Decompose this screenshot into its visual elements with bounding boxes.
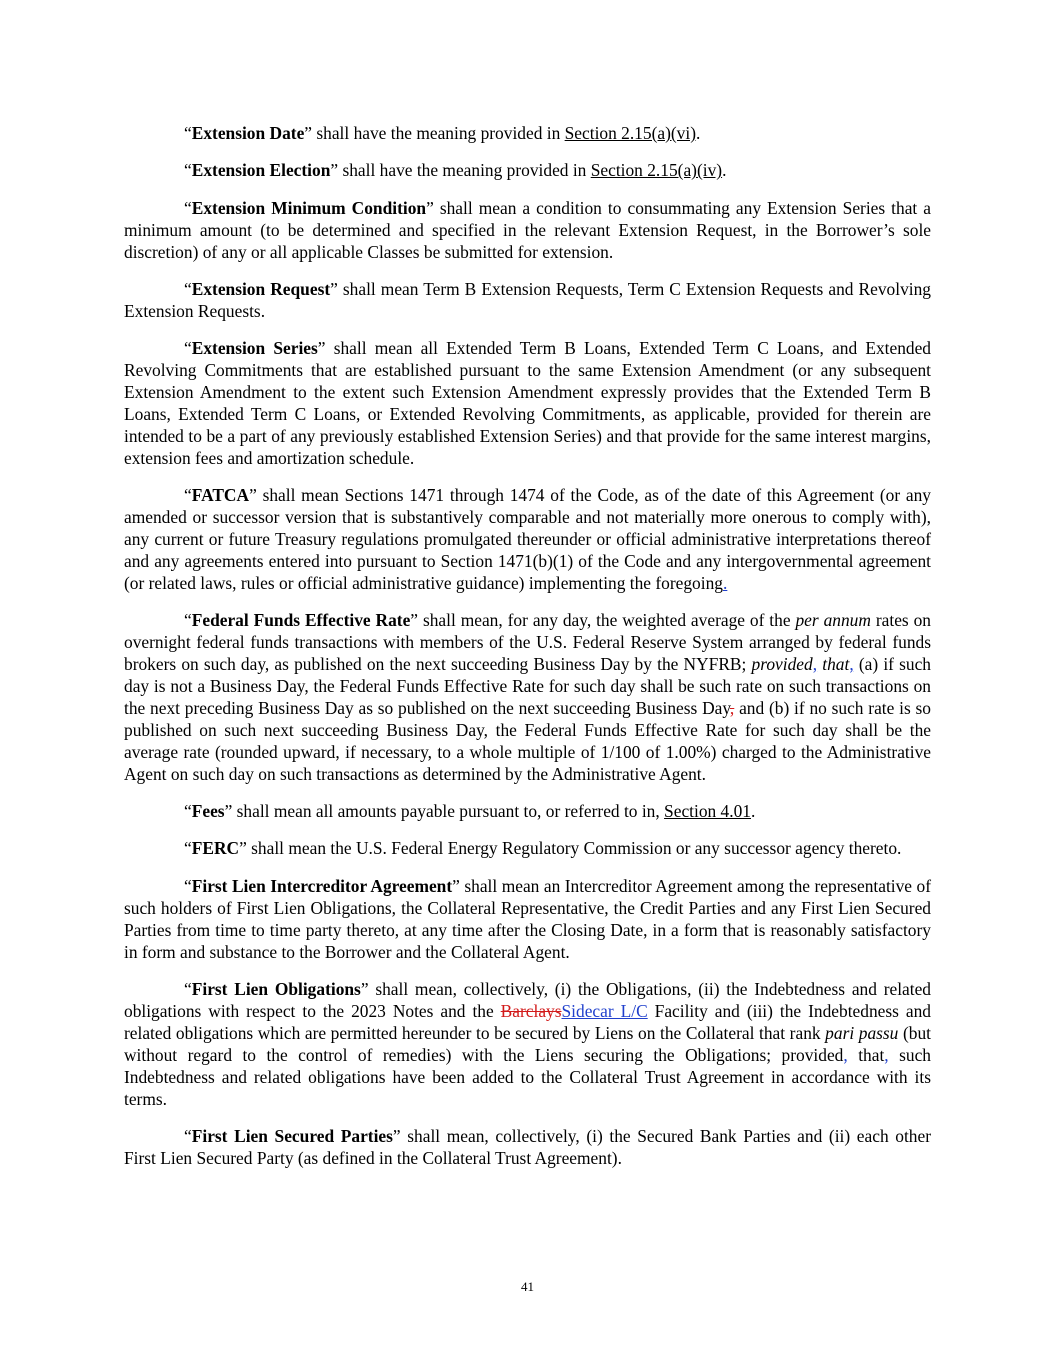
deleted-text: Barclays bbox=[500, 1000, 562, 1021]
open-quote: “ bbox=[184, 801, 192, 822]
definition-text: rates on overnight federal funds transactions with members of the U.S. Federal Reserve System arranged by federal funds brokers on such day, as published on the next succeeding Business Day by the NYFRB; bbox=[124, 610, 931, 675]
punctuation: . bbox=[722, 160, 727, 181]
inserted-text: , bbox=[812, 654, 818, 675]
definition-extension-request bbox=[124, 279, 931, 323]
italic-text: per annum bbox=[795, 610, 871, 631]
section-reference[interactable]: Section 2.15(a)(vi) bbox=[564, 123, 696, 143]
definition-text: shall mean, collectively, (i) the Secured Bank Parties and (ii) each other First Lien Secured Party (as defined in the Collateral Trust Agreement). bbox=[124, 1125, 932, 1168]
defined-term: FERC bbox=[191, 838, 240, 859]
definition-fees bbox=[124, 801, 931, 823]
definition-text: shall mean, for any day, the weighted average of the bbox=[418, 610, 796, 631]
close-quote: ” bbox=[224, 801, 233, 822]
open-quote: “ bbox=[184, 160, 192, 181]
open-quote: “ bbox=[184, 838, 192, 859]
definition-text: shall mean, collectively, (i) the Obligations, (ii) the Indebtedness and related obligations with respect to the 2023 Notes and the bbox=[124, 979, 931, 1021]
close-quote: ” bbox=[330, 279, 338, 300]
definition-text: shall mean the U.S. Federal Energy Regulatory Commission or any successor agency thereto. bbox=[246, 838, 902, 859]
definition-text: shall mean Sections 1471 through 1474 of the Code, as of the date of this Agreement (or any amended or successor version that is substantively comparable and not materially more onerous to comply with), any current or future Treasury regulations promulgated thereunder or official administrative interpretations thereof and any agreements entered into pursuant to Section 1471(b)(1) of the Code and any intergovernmental agreement (or related laws, rules or official administrative guidance) implementing the foregoing bbox=[124, 485, 931, 593]
definition-text: shall mean an Intercreditor Agreement among the representative of such holders of First Lien Obligations, the Collateral Representative, the Credit Parties and any First Lien Secured Parties from time to time party thereto, at any time after the Closing Date, in a form that is reasonably satisfactory in form and substance to the Borrower and the Collateral Agent. bbox=[124, 875, 931, 962]
inserted-text: , bbox=[849, 654, 854, 675]
open-quote: “ bbox=[184, 338, 192, 359]
punctuation: . bbox=[751, 801, 756, 822]
definition-federal-funds-effective-rate bbox=[124, 610, 931, 785]
defined-term: Federal Funds Effective Rate bbox=[191, 610, 411, 631]
inserted-text: . bbox=[722, 572, 728, 593]
definition-text: shall mean a condition to consummating any Extension Series that a minimum amount (to be determined and specified in the relevant Extension Request, in the Borrower’s sole discretion) of any or all applicable Classes be submitted for extension. bbox=[124, 197, 932, 262]
defined-term: FATCA bbox=[191, 485, 250, 506]
definition-first-lien-secured-parties bbox=[124, 1126, 931, 1170]
close-quote: ” bbox=[317, 338, 326, 359]
close-quote: ” bbox=[452, 875, 460, 896]
definition-text: (a) if such day is not a Business Day, the Federal Funds Effective Rate for such day shall be such rate on such transactions on the next preceding Business Day as so published on the next succeeding Business Day bbox=[124, 654, 931, 718]
definition-extension-election bbox=[124, 160, 931, 182]
definition-extension-minimum-condition bbox=[124, 198, 931, 264]
definition-first-lien-obligations bbox=[124, 979, 931, 1110]
definition-fatca bbox=[124, 485, 931, 595]
italic-text: provided bbox=[751, 654, 813, 675]
defined-term: Fees bbox=[191, 801, 225, 822]
close-quote: ” bbox=[239, 838, 247, 859]
close-quote: ” bbox=[304, 123, 313, 143]
defined-term: Extension Minimum Condition bbox=[191, 197, 427, 218]
defined-term: First Lien Intercreditor Agreement bbox=[191, 875, 453, 896]
defined-term: Extension Election bbox=[191, 160, 331, 181]
inserted-text: , bbox=[884, 1044, 889, 1065]
open-quote: “ bbox=[184, 610, 192, 631]
document-page bbox=[124, 123, 931, 1185]
close-quote: ” bbox=[392, 1125, 401, 1146]
inserted-text: , bbox=[843, 1044, 848, 1065]
section-reference[interactable]: Section 2.15(a)(iv) bbox=[590, 160, 723, 181]
defined-term: Extension Request bbox=[191, 279, 331, 300]
definition-extension-date bbox=[124, 123, 931, 145]
italic-text: that bbox=[822, 654, 850, 675]
open-quote: “ bbox=[184, 979, 192, 999]
close-quote: ” bbox=[426, 197, 434, 218]
open-quote: “ bbox=[184, 123, 192, 143]
definition-extension-series bbox=[124, 338, 931, 469]
open-quote: “ bbox=[184, 279, 192, 300]
close-quote: ” bbox=[330, 160, 339, 181]
defined-term: First Lien Obligations bbox=[191, 979, 361, 999]
definition-text: shall have the meaning provided in bbox=[312, 123, 565, 143]
definition-text: Facility and (iii) the Indebtedness and related obligations which are permitted hereunder to be secured by Liens on the Collateral that rank bbox=[124, 1000, 931, 1043]
defined-term: First Lien Secured Parties bbox=[191, 1125, 393, 1146]
definition-text: that bbox=[847, 1044, 885, 1065]
close-quote: ” bbox=[249, 485, 257, 506]
italic-text: pari passu bbox=[825, 1022, 899, 1043]
defined-term: Extension Date bbox=[191, 123, 305, 143]
open-quote: “ bbox=[184, 485, 192, 506]
definition-ferc bbox=[124, 838, 931, 860]
definition-text: and (b) if no such rate is so published on such next succeeding Business Day, the Federal Funds Effective Rate for such day shall be the average rate (rounded upward, if necessary, to a whole multiple of 1/100 of 1.00%) charged to the Administrative Agent on such day on such transactions as determined by the Administrative Agent. bbox=[124, 697, 931, 784]
definition-text: shall mean Term B Extension Requests, Term C Extension Requests and Revolving Extension Requests. bbox=[124, 279, 931, 321]
definition-text: shall mean all amounts payable pursuant to, or referred to in, bbox=[232, 801, 665, 822]
inserted-text: Sidecar L/C bbox=[561, 1000, 648, 1021]
close-quote: ” bbox=[360, 979, 369, 999]
punctuation: . bbox=[695, 123, 701, 143]
definition-first-lien-intercreditor-agreement bbox=[124, 876, 931, 964]
definition-text: shall have the meaning provided in bbox=[338, 160, 591, 181]
definition-text: (but without regard to the control of remedies) with the Liens securing the Obligations; provided bbox=[124, 1022, 931, 1065]
open-quote: “ bbox=[184, 875, 192, 896]
page-number: 41 bbox=[521, 1279, 534, 1294]
definition-text: shall mean all Extended Term B Loans, Extended Term C Loans, and Extended Revolving Commitments that are established pursuant to the same Extension Amendment (or any subsequent Extension Amendment to the extent such Extension Amendment expressly provides that the Extended Term B Loans, Extended Term C Loans, or Extended Revolving Commitments, as applicable, provided for therein are intended to be a part of any previously established Extension Series) and that provide for the same interest margins, extension fees and amortization schedule. bbox=[124, 338, 932, 468]
section-reference[interactable]: Section 4.01 bbox=[664, 801, 751, 822]
close-quote: ” bbox=[410, 610, 419, 631]
open-quote: “ bbox=[184, 197, 192, 218]
open-quote: “ bbox=[184, 1125, 192, 1146]
defined-term: Extension Series bbox=[191, 338, 318, 359]
deleted-text: , bbox=[729, 697, 735, 718]
definition-text: such Indebtedness and related obligations have been added to the Collateral Trust Agreement in accordance with its terms. bbox=[124, 1044, 931, 1109]
